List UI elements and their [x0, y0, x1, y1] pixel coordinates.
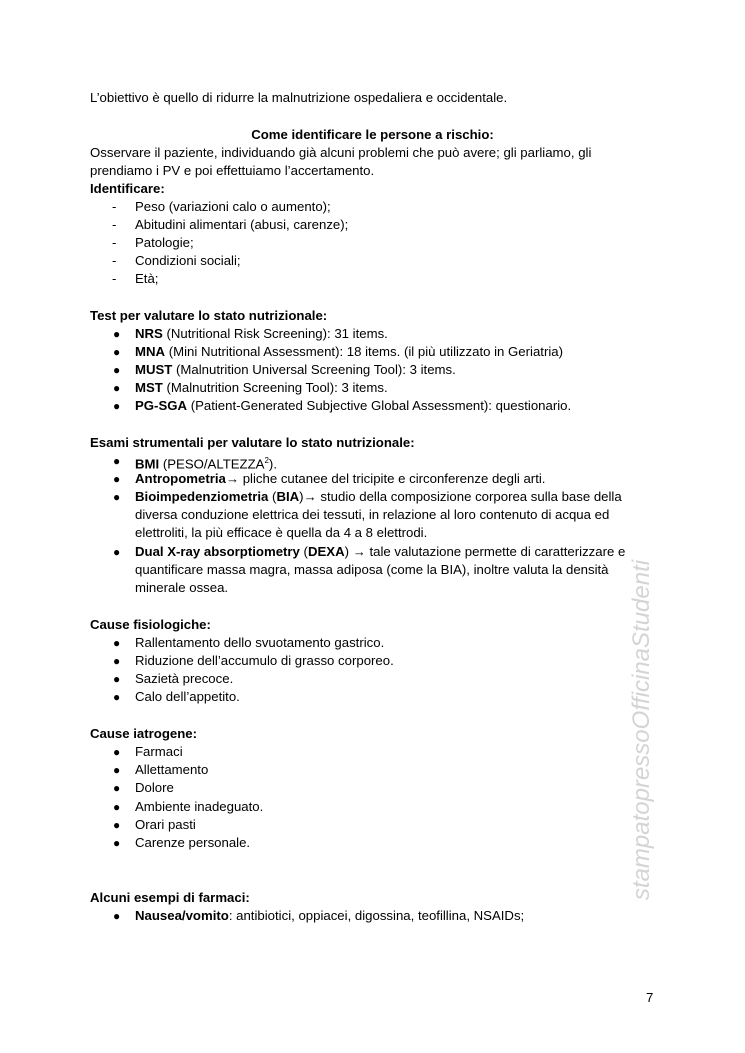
dash-marker: - [112, 253, 117, 268]
item-description: ). [268, 456, 277, 472]
watermark-text: stampatopressoOfficinaStudenti [628, 559, 655, 901]
bullet-marker: ● [113, 745, 121, 759]
list-item: Età; [135, 271, 159, 286]
bullet-marker: ● [113, 672, 121, 686]
item-abbr: BIA [276, 489, 300, 504]
list-item [135, 397, 571, 415]
bullet-marker: ● [113, 800, 121, 814]
item-description: → pliche cutanee del tricipite e circonferenze degli arti. [225, 471, 546, 486]
item-term: Antropometria [135, 471, 226, 486]
intro-paragraph: L’obiettivo è quello di ridurre la malnutrizione ospedaliera e occidentale. [90, 90, 508, 105]
superscript: 2 [264, 456, 269, 465]
item-description: (Malnutrition Universal Screening Tool): 3 items. [172, 362, 456, 377]
bullet-marker: ● [113, 763, 121, 777]
physio-heading: Cause fisiologiche: [90, 617, 211, 632]
risk-paragraph-line-1: Osservare il paziente, individuando già alcuni problemi che può avere; gli parliamo, gli [90, 145, 592, 160]
exams-heading: Esami strumentali per valutare lo stato nutrizionale: [90, 435, 415, 450]
list-item [135, 470, 545, 488]
item-description: (PESO/ALTEZZA [159, 456, 265, 472]
item-continuation: diversa conduzione elettrica dei tessuti, in relazione al loro contenuto di acqua ed [135, 507, 610, 522]
item-term: BMI [135, 456, 160, 472]
page-number: 7 [646, 990, 654, 1005]
bullet-marker: ● [113, 490, 121, 504]
item-abbr: DEXA [307, 544, 345, 559]
iatro-heading: Cause iatrogene: [90, 726, 197, 741]
item-term: MNA [135, 344, 166, 359]
item-description: (Nutritional Risk Screening): 31 items. [162, 326, 388, 341]
identify-label: Identificare: [90, 181, 165, 196]
bullet-marker: ● [113, 327, 121, 341]
list-item: Orari pasti [135, 817, 196, 832]
bullet-marker: ● [113, 472, 121, 486]
bullet-marker: ● [113, 781, 121, 795]
dash-marker: - [112, 271, 117, 286]
tests-heading: Test per valutare lo stato nutrizionale: [90, 308, 328, 323]
list-item [135, 907, 524, 925]
list-item: Carenze personale. [135, 835, 251, 850]
bullet-marker: ● [113, 818, 121, 832]
item-description: )→ studio della composizione corporea sulla base della [299, 489, 622, 504]
risk-paragraph-line-2: prendiamo i PV e poi effettuiamo l’accertamento. [90, 163, 375, 178]
bullet-marker: ● [113, 909, 121, 923]
bullet-marker: ● [113, 545, 121, 559]
list-item: Calo dell’appetito. [135, 689, 240, 704]
list-item: Condizioni sociali; [135, 253, 241, 268]
dash-marker: - [112, 217, 117, 232]
list-item: Rallentamento dello svuotamento gastrico. [135, 635, 385, 650]
bullet-marker: ● [113, 363, 121, 377]
drugs-heading: Alcuni esempi di farmaci: [90, 890, 250, 905]
list-item: Allettamento [135, 762, 209, 777]
bullet-marker: ● [113, 636, 121, 650]
list-item: Dolore [135, 780, 174, 795]
list-item [135, 343, 563, 361]
watermark [628, 540, 655, 920]
item-description: (Malnutrition Screening Tool): 3 items. [162, 380, 388, 395]
item-description: ( [299, 544, 308, 559]
bullet-marker: ● [113, 381, 121, 395]
list-item: Farmaci [135, 744, 183, 759]
item-description: (Mini Nutritional Assessment): 18 items. (il più utilizzato in Geriatria) [165, 344, 563, 359]
list-item [135, 379, 388, 397]
list-item: Peso (variazioni calo o aumento); [135, 199, 331, 214]
item-term: MUST [135, 362, 173, 377]
list-item [135, 361, 456, 379]
bullet-marker: ● [113, 690, 121, 704]
item-continuation: minerale ossea. [135, 580, 229, 595]
list-item: Ambiente inadeguato. [135, 799, 264, 814]
bullet-marker: ● [113, 654, 121, 668]
bullet-marker: ● [113, 345, 121, 359]
dash-marker: - [112, 199, 117, 214]
dash-marker: - [112, 235, 117, 250]
item-description: : antibiotici, oppiacei, digossina, teofillina, NSAIDs; [228, 908, 525, 923]
list-item [135, 488, 622, 506]
item-description: ) → tale valutazione permette di caratterizzare e [344, 544, 626, 559]
risk-heading: Come identificare le persone a rischio: [251, 127, 494, 142]
list-item: Abitudini alimentari (abusi, carenze); [135, 217, 349, 232]
item-description: (Patient-Generated Subjective Global Assessment): questionario. [187, 398, 572, 413]
item-description: ( [268, 489, 277, 504]
bullet-marker: ● [113, 399, 121, 413]
item-term: PG-SGA [135, 398, 188, 413]
list-item: Sazietà precoce. [135, 671, 234, 686]
list-item [135, 325, 388, 343]
list-item: Riduzione dell’accumulo di grasso corporeo. [135, 653, 394, 668]
bullet-marker: ● [113, 836, 121, 850]
item-term: NRS [135, 326, 163, 341]
list-item: Patologie; [135, 235, 194, 250]
item-term: MST [135, 380, 163, 395]
item-continuation: elettroliti, la più efficace è quella da 4 a 8 elettrodi. [135, 525, 428, 540]
item-continuation: quantificare massa magra, massa adiposa (come la BIA), inoltre valuta la densità [135, 562, 609, 577]
bullet-marker: ● [113, 454, 121, 468]
list-item [135, 543, 625, 561]
item-term: Nausea/vomito [135, 908, 229, 923]
item-term: Bioimpedenziometria [135, 489, 269, 504]
item-term: Dual X-ray absorptiometry [135, 544, 300, 559]
